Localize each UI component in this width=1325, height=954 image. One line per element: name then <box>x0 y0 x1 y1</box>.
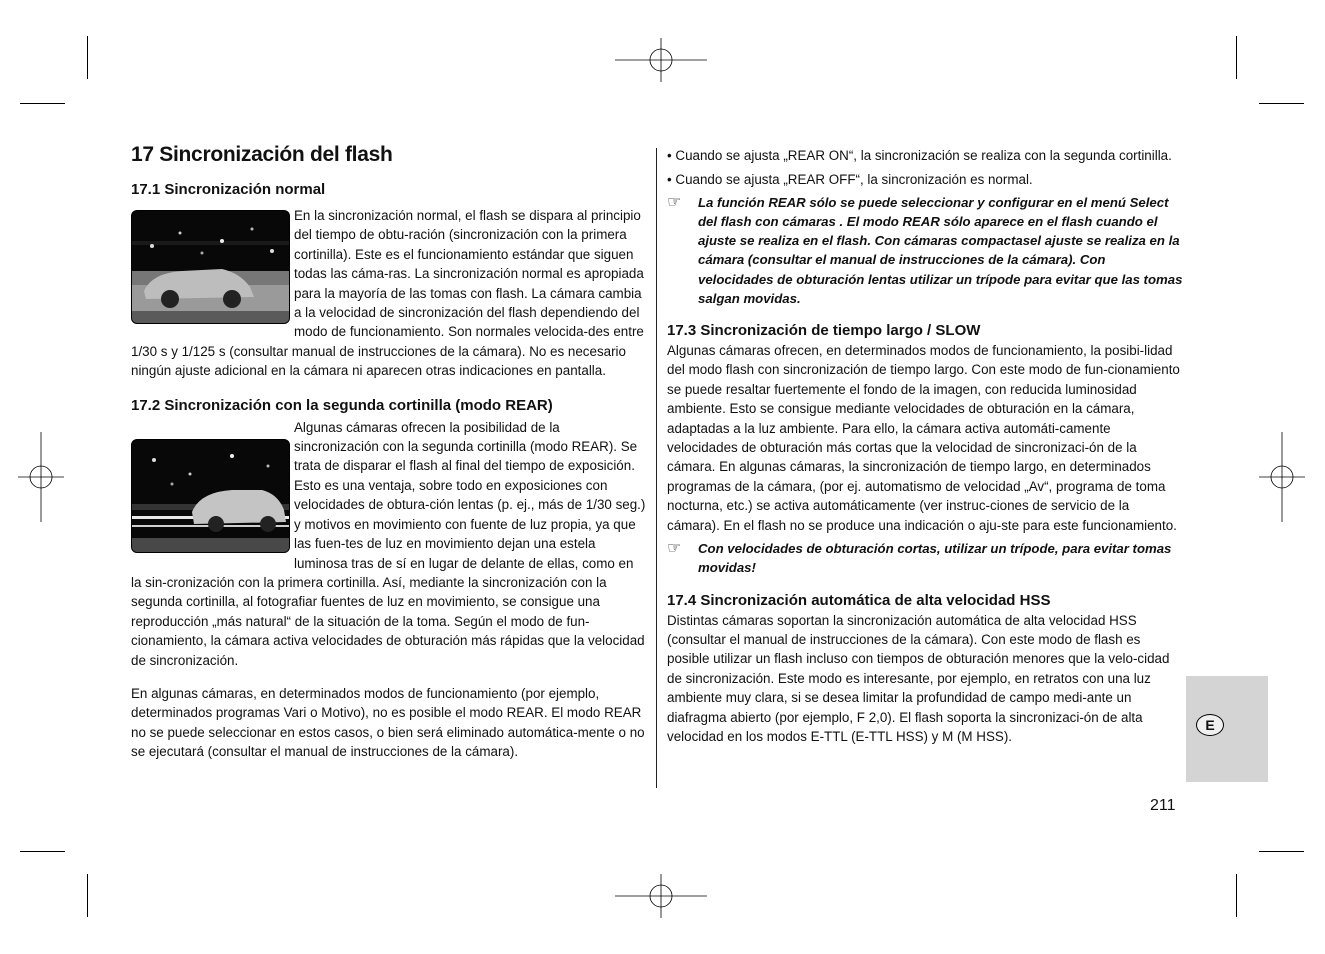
section-heading-17-4: 17.4 Sincronización automática de alta velocidad HSS <box>667 591 1051 609</box>
page-title: 17 Sincronización del flash <box>131 143 393 166</box>
section-heading-17-2: 17.2 Sincronización con la segunda cortinilla (modo REAR) <box>131 396 553 414</box>
column-divider <box>656 148 657 788</box>
crop-mark <box>1259 851 1304 852</box>
section-heading-17-3: 17.3 Sincronización de tiempo largo / SLOW <box>667 322 981 340</box>
left-column <box>131 180 646 762</box>
section-heading-17-1: 17.1 Sincronización normal <box>131 181 326 198</box>
pointing-hand-icon: ☞ <box>667 193 682 211</box>
registration-mark-bottom <box>615 874 707 918</box>
note-slow-text: Con velocidades de obturación cortas, utilizar un trípode, para evitar tomas movidas! <box>698 541 1172 576</box>
registration-mark-top <box>615 38 707 82</box>
note-slow <box>667 539 1183 577</box>
photo-rear-sync <box>131 439 290 553</box>
section-text-17-2: Algunas cámaras ofrecen la posibilidad de la sincronización con la segunda cortinilla (modo REAR). Se trata de disparar el flash al final del tiempo de exposición. Esto es una ventaja, sobre todo en exposiciones con velocidades de obtura-ción lentas (p. ej., más de 1/30 seg.) y motivos en movimiento con fuente de luz propia, ya que las fuen-tes de luz en movimiento dejan una estela luminosa tras de sí en lugar de delante de ellas, como en la sin-cronización con la primera cortinilla. Así, mediante la sincronización con la segunda cortinilla, al fotografiar fuentes de luz en movimiento, se consigue una reproducción „más natural“ de la situación de la toma. Según el modo de fun-cionamiento, la cámara activa velocidades de obturación más rápidas que la velocidad de sincronización. <box>131 419 646 668</box>
crop-mark <box>87 874 88 917</box>
pointing-hand-icon: ☞ <box>667 540 682 558</box>
section-text-17-4: Distintas cámaras soportan la sincronización automática de alta velocidad HSS (consultar el manual de instrucciones de la cámara). Con este modo de flash es posible utilizar un flash incluso con tiempos de obturación menores que la velo-cidad de sincronización. Este modo es interesante, por ejemplo, en retratos con una luz ambiente muy clara, si se desea limitar la profundidad de campo medi-ante un diafragma abierto (por ejemplo, F 2,0). El flash soporta la sincronizaci-ón de alta velocidad en los modos E-TTL (E-TTL HSS) y M (M HSS). <box>667 612 1170 744</box>
crop-mark <box>87 36 88 79</box>
note-rear <box>667 193 1183 308</box>
section-text-17-2-rear-unavailable: En algunas cámaras, en determinados modos de funcionamiento (por ejemplo, determinados programas Vari o Motivo), no es posible el modo REAR. El modo REAR no se puede seleccionar en estos casos, o bien será eliminado automática-mente o no se ejecutará (consultar el manual de instrucciones de la cámara). <box>131 685 645 760</box>
section-text-17-3: Algunas cámaras ofrecen, en determinados modos de funcionamiento, la posibi-lidad del modo flash con sincronización de tiempo largo. Con este modo de fun-cionamiento se puede resaltar fuertemente el fondo de la imagen, con reducida luminosidad ambiente. Esto se consigue mediante velocidades de obturación en la cámara, adaptadas a la luz ambiente. Para ello, la cámara activa automáti-camente velocidades de obturación más cortas que la velocidad de sincronizaci-ón de la cámara. En algunas cámaras, la sincronización de tiempo largo, en determinados programas de la cámara, (por ej. automatismo de velocidad „Av“, programa de toma nocturna, etc.) se activa automáticamente (ver instruc-ciones de servicio de la cámara). En el flash no se produce una indicación o aju-ste para este funcionamiento. <box>667 343 1180 533</box>
language-tab <box>1186 676 1268 782</box>
registration-mark-left <box>18 432 64 522</box>
language-badge: E <box>1196 714 1224 736</box>
crop-mark <box>1236 874 1237 917</box>
page-number: 211 <box>1150 797 1176 814</box>
bullet-rear-off: • Cuando se ajusta „REAR OFF“, la sincronización es normal. <box>667 172 1033 188</box>
crop-mark <box>1236 36 1237 79</box>
note-rear-text: La función REAR sólo se puede seleccionar y configurar en el menú Select del flash con cámaras . El modo REAR sólo aparece en el flash cuando el ajuste se realiza en el flash. Con cámaras compactasel ajuste se realiza en la cámara (consultar el manual de instrucciones de la cámara). Con velocidades de obturación lentas utilizar un trípode para evitar que las tomas salgan movidas. <box>698 194 1183 306</box>
bullet-rear-on: • Cuando se ajusta „REAR ON“, la sincronización se realiza con la segunda cortinilla. <box>667 148 1172 163</box>
crop-mark <box>20 851 65 852</box>
right-column <box>667 146 1183 746</box>
section-text-17-1: En la sincronización normal, el flash se dispara al principio del tiempo de obtu-ración (sincronización con la primera cortinilla). Este es el funcionamiento estándar que siguen todas las cáma-ras. La sincronización normal es apropiada para la mayoría de las tomas con flash. La cámara cambia a la velocidad de sincronización del flash dependiendo del modo de funcionamiento. Son normales velocida-des entre 1/30 s y 1/125 s (consultar manual de instrucciones de la cámara). No es necesario ningún ajuste adicional en la cámara ni aparecen otras indicaciones en pantalla. <box>131 208 644 379</box>
crop-mark <box>20 103 65 104</box>
crop-mark <box>1259 103 1304 104</box>
registration-mark-right <box>1259 432 1305 522</box>
photo-normal-sync <box>131 210 290 324</box>
